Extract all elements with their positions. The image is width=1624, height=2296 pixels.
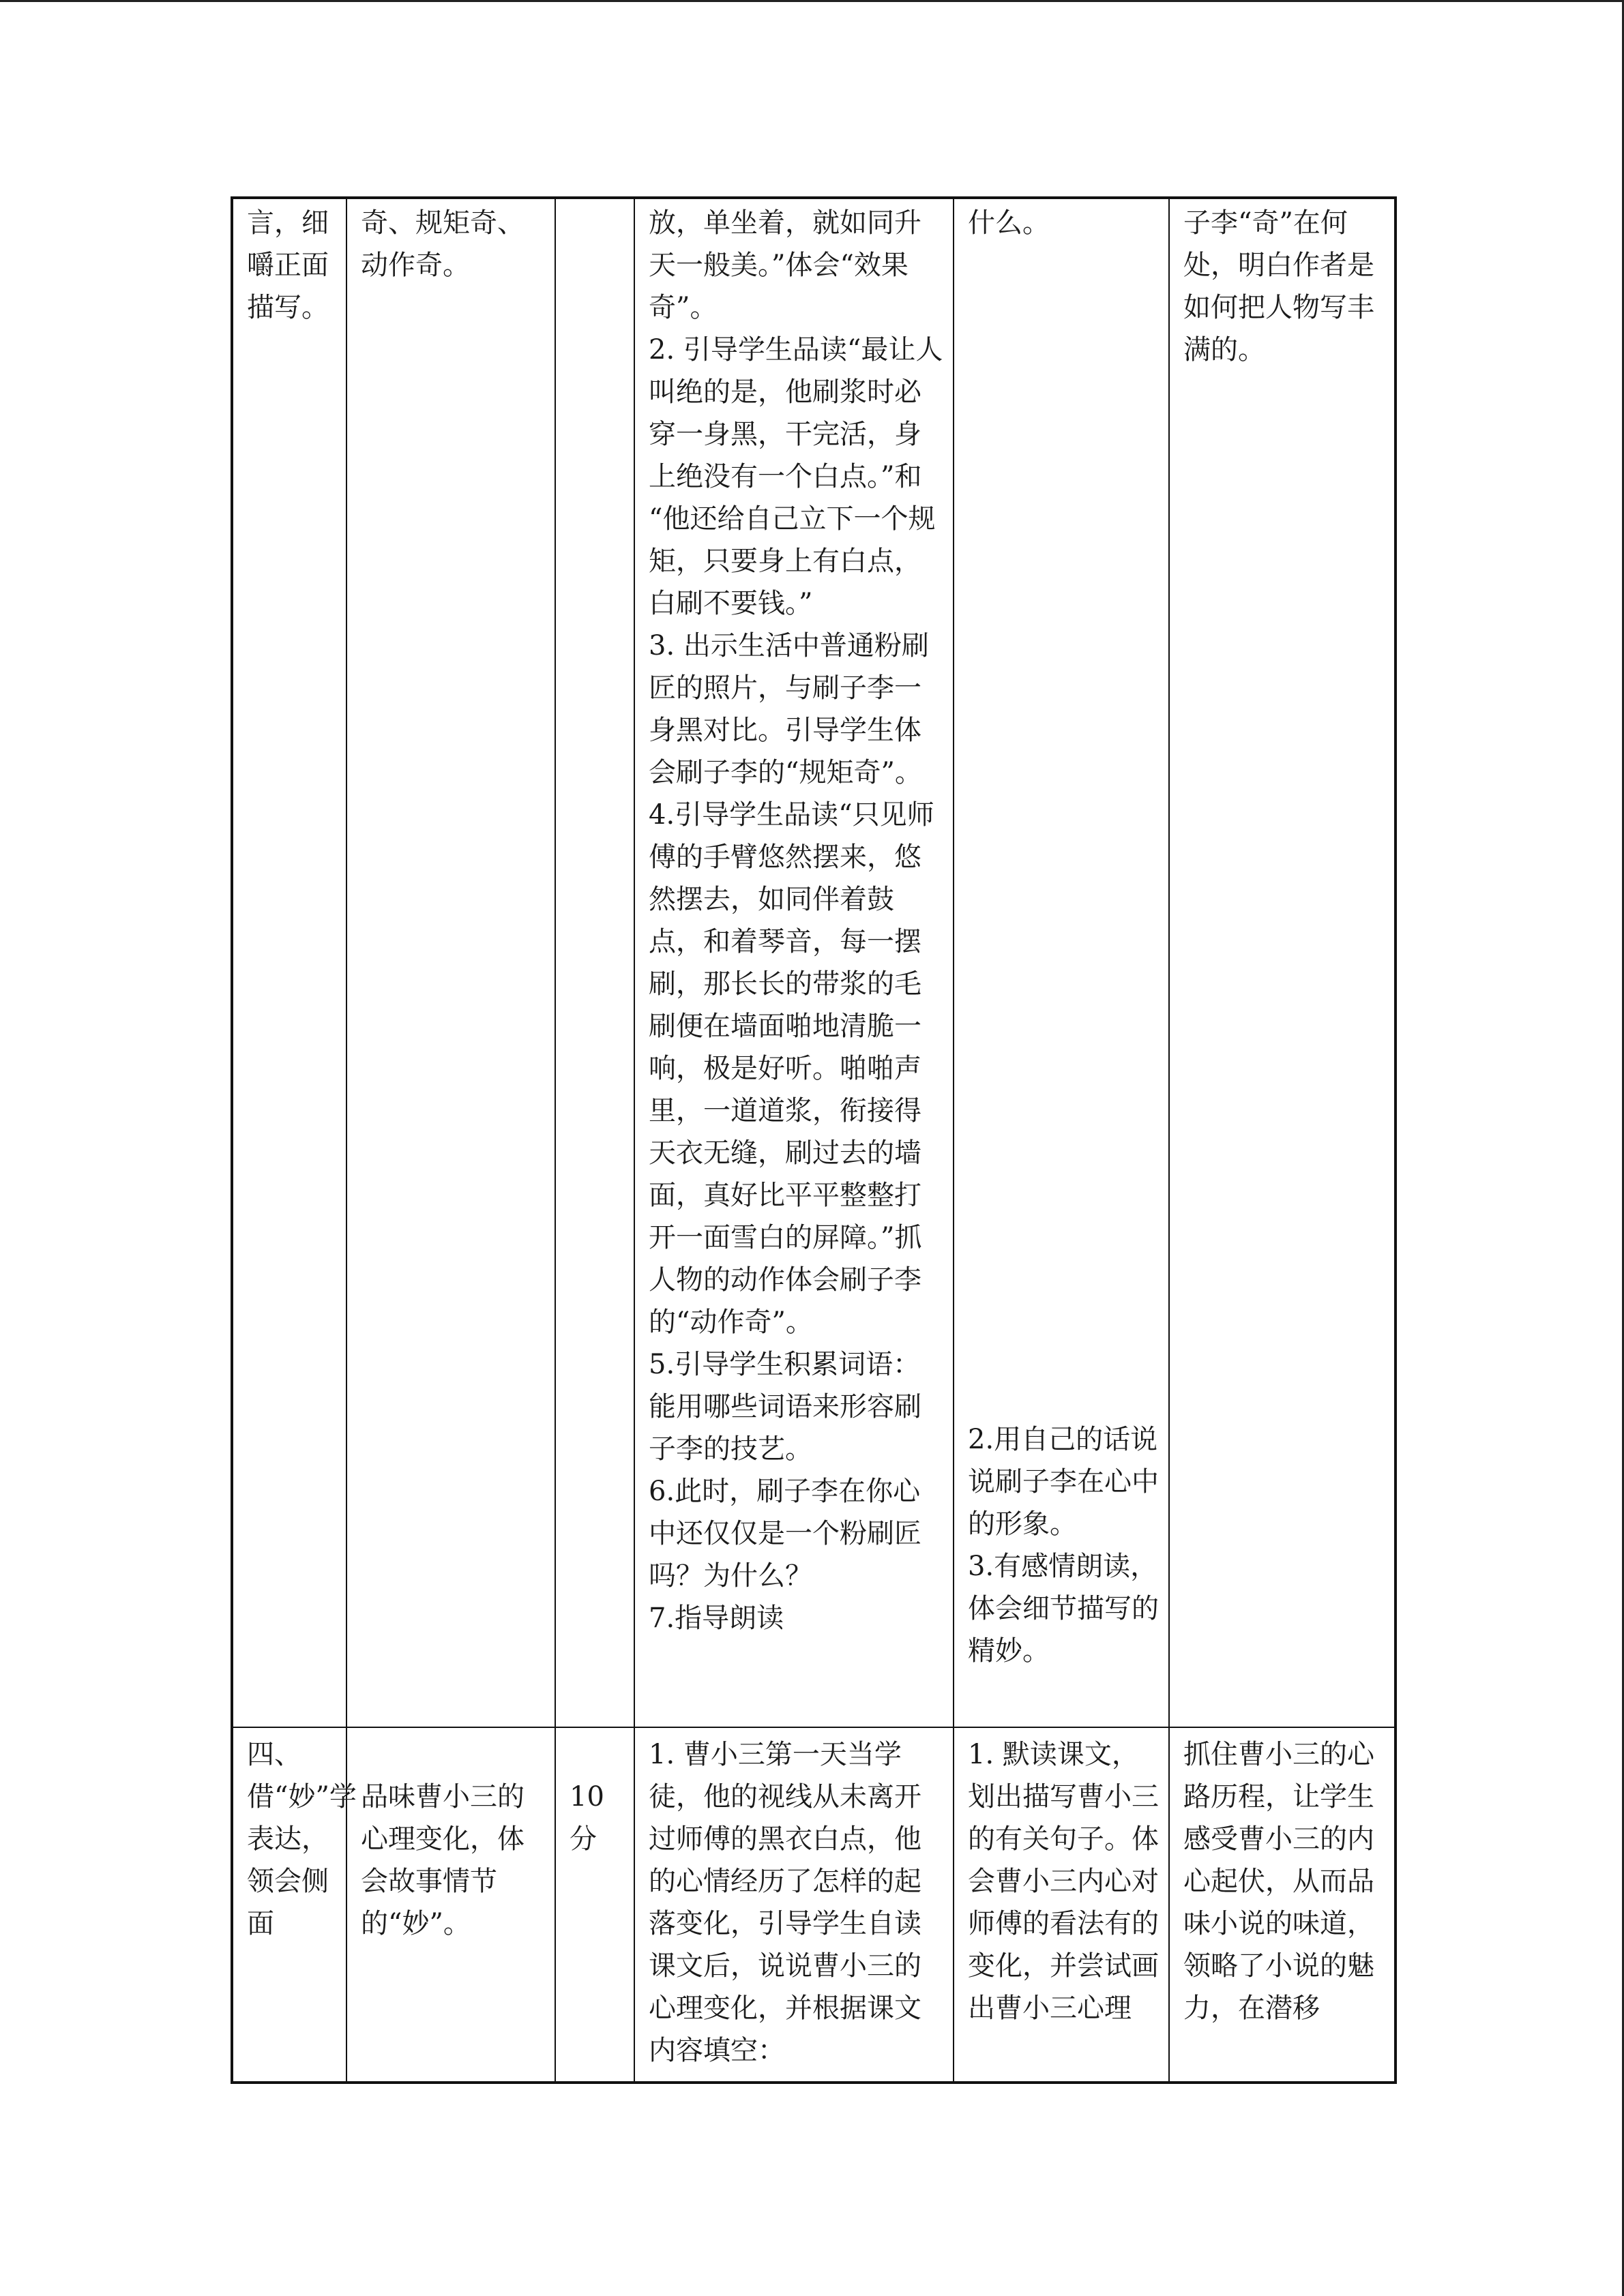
design-intent-text: 子李“奇”在何处，明白作者是如何把人物写丰满的。 [1183,207,1374,366]
time-text: 10分 [570,1781,604,1855]
student-activities-cell [954,198,1169,1727]
cell-spacer [968,244,1163,1418]
lesson-plan-table [231,196,1397,2084]
teacher-activity-item: 6.此时，刷子李在你心中还仅仅是一个粉刷匠吗？为什么？ [649,1476,921,1592]
table-row [232,198,1396,1727]
table-row [232,1727,1396,2083]
page-top-border [0,0,1624,2]
teacher-activity-item: 4.引导学生品读“只见师傅的手臂悠然摆来，悠然摆去，如同伴着鼓点，和着琴音，每一摆刷，那长长的带浆的毛刷便在墙面啪地清脆一响，极是好听。啪啪声里，一道道浆，衔接得天衣无缝，刷过去的墙面，真好比平平整整打开一面雪白的屏障。”抓人物的动作体会刷子李的“动作奇”。 [649,799,934,1338]
student-activity-item: 2.用自己的话说说刷子李在心中的形象。 [968,1424,1159,1540]
time-cell [555,198,634,1727]
goal-text: 品味曹小三的心理变化，体会故事情节的“妙”。 [361,1781,525,1939]
goal-text: 奇、规矩奇、动作奇。 [361,207,525,281]
stage-cell [232,1727,357,2083]
time-cell [555,1727,634,2083]
stage-text: 言，细嚼正面描写。 [247,207,329,323]
design-intent-cell [1169,1727,1396,2083]
goal-cell [346,198,555,1727]
teacher-activities-cell [634,198,954,1727]
student-activities-cell [954,1727,1169,2083]
teacher-activity-item: 放，单坐着，就如同升天一般美。”体会“效果奇”。 [649,207,921,323]
teacher-activity-item: 2. 引导学生品读“最让人叫绝的是，他刷浆时必穿一身黑，干完活，身上绝没有一个白点。”和 “他还给自己立下一个规矩，只要身上有白点，白刷不要钱。” [649,334,943,619]
cell-spacer [361,1733,549,1776]
student-activity-item: 1. 默读课文，划出描写曹小三的有关句子。体会曹小三内心对师傅的看法有的变化，并尝试画出曹小三心理 [968,1739,1159,2024]
design-intent-cell [1169,198,1396,1727]
goal-cell [346,1727,555,2083]
student-activity-item: 3.有感情朗读，体会细节描写的精妙。 [968,1551,1159,1667]
teacher-activity-item: 1. 曹小三第一天当学徒，他的视线从未离开过师傅的黑衣白点，他的心情经历了怎样的起落变化，引导学生自读课文后，说说曹小三的心理变化，并根据课文内容填空： [649,1739,921,2066]
stage-cell [232,198,346,1727]
teacher-activities-cell [634,1727,954,2083]
teacher-activity-item: 7.指导朗读 [649,1602,784,1634]
cell-spacer [570,1733,628,1776]
teacher-activity-item: 5.引导学生积累词语：能用哪些词语来形容刷子李的技艺。 [649,1349,921,1465]
stage-text: 四、借“妙”学表达，领会侧面 [247,1739,357,1939]
student-activity-fragment: 什么。 [968,207,1050,239]
design-intent-text: 抓住曹小三的心路历程，让学生感受曹小三的内心起伏，从而品味小说的味道，领略了小说的魅力，在潜移 [1183,1739,1374,2024]
teacher-activity-item: 3. 出示生活中普通粉刷匠的照片，与刷子李一身黑对比。引导学生体会刷子李的“规矩奇”。 [649,630,929,788]
